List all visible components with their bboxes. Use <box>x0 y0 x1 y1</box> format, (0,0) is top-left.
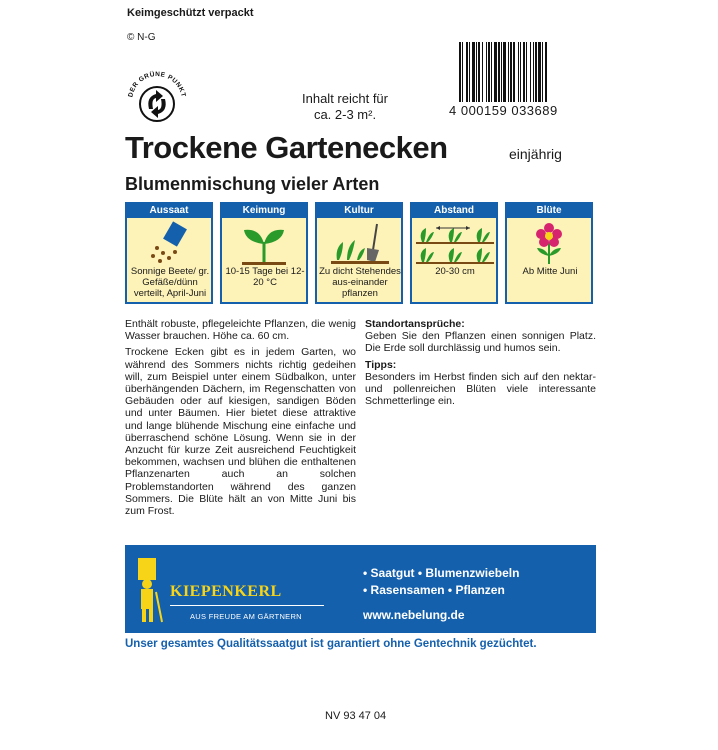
spade-icon <box>317 220 401 266</box>
icon-card-text: Zu dicht Stehendes aus-einander pflanzen <box>319 266 401 299</box>
barcode-number: 4 000159 033689 <box>449 103 558 118</box>
description-column <box>125 318 356 521</box>
description-paragraph-1: Enthält robuste, pflegeleichte Pflanzen, die wenig Wasser brauchen. Höhe ca. 60 cm. <box>125 318 356 343</box>
product-range-line1: • Saatgut • Blumenzwiebeln <box>363 566 520 580</box>
icon-card-text: Sonnige Beete/ gr. Gefäße/dünn verteilt, April-Juni <box>130 266 210 299</box>
kiepenkerl-figure-icon <box>130 552 166 624</box>
icon-card-aussaat <box>125 202 213 304</box>
barcode <box>449 38 597 121</box>
barcode-bar <box>547 42 548 102</box>
icon-card-keimung <box>220 202 308 304</box>
care-column <box>365 318 596 411</box>
spacing-icon <box>412 220 496 266</box>
svg-text:DER GRÜNE PUNKT: DER GRÜNE PUNKT <box>127 70 187 98</box>
seedling-icon <box>222 220 306 266</box>
product-range-line2: • Rasensamen • Pflanzen <box>363 583 505 597</box>
icon-card-abstand <box>410 202 498 304</box>
website-link[interactable]: www.nebelung.de <box>363 608 465 622</box>
tips-text: Besonders im Herbst finden sich auf den nektar- und pollenreichen Blüten viele interessante Schmetterlinge ein. <box>365 370 596 408</box>
brand-divider <box>170 605 324 606</box>
growing-info-icons <box>125 202 593 304</box>
icon-card-kultur <box>315 202 403 304</box>
seed-packet-icon <box>127 220 211 266</box>
description-paragraph-2: Trockene Ecken gibt es in jedem Garten, wo während des Sommers nichts richtig gedeihen will, zum Beispiel unter einem Südbalkon, unter überhängenden Dächern, im Regenschatten von Gebäuden oder auf kiesigen, sandigen Böden und unter Bäumen. Hier bietet diese attraktive und lange blühende Mischung eine einfache und überraschend schöne Lösung. Wenn sie in der Anzucht für kurze Zeit ausreichend Feuchtigkeit bekommen, wachsen und blühen die enthaltenen Pflanzenarten auch an solchen Problemstandorten während des ganzen Sommers. Die Blüte hält an von Mitte Juni bis zum Frost. <box>125 346 356 518</box>
packaging-note: Keimgeschützt verpackt <box>127 7 254 19</box>
icon-card-label: Kultur <box>317 204 401 218</box>
brand-banner <box>125 545 596 633</box>
icon-card-label: Abstand <box>412 204 496 218</box>
icon-card-label: Blüte <box>507 204 591 218</box>
icon-card-label: Keimung <box>222 204 306 218</box>
content-info-line2: ca. 2-3 m². <box>313 107 377 122</box>
brand-name: KIEPENKERL <box>170 583 282 600</box>
tips-heading: Tipps: <box>365 358 397 371</box>
product-annual: einjährig <box>509 146 562 162</box>
location-heading: Standortansprüche: <box>365 318 465 330</box>
icon-card-label: Aussaat <box>127 204 211 218</box>
gmo-free-guarantee: Unser gesamtes Qualitätssaatgut ist garantiert ohne Gentechnik gezüchtet. <box>125 638 537 650</box>
brand-tagline: AUS FREUDE AM GÄRTNERN <box>190 612 302 621</box>
product-subtitle: Blumenmischung vieler Arten <box>125 174 380 194</box>
barcode-bars <box>459 42 595 102</box>
flower-icon <box>507 220 591 266</box>
icon-card-text: 10-15 Tage bei 12-20 °C <box>225 266 305 288</box>
content-info <box>280 91 410 123</box>
product-range <box>363 565 519 599</box>
location-text: Geben Sie den Pflanzen einen sonnigen Platz. Die Erde soll durchlässig und humos sein. <box>365 330 596 355</box>
icon-card-text: Ab Mitte Juni <box>522 266 578 277</box>
icon-card-text: 20-30 cm <box>435 266 475 277</box>
article-number: NV 93 47 04 <box>325 710 387 722</box>
icon-card-bluete <box>505 202 593 304</box>
content-info-line1: Inhalt reicht für <box>302 91 388 106</box>
copyright-text: © N-G <box>127 32 156 43</box>
kiepenkerl-logo <box>130 552 325 628</box>
gruener-punkt-logo-icon <box>122 64 192 134</box>
product-title: Trockene Gartenecken <box>125 130 448 165</box>
